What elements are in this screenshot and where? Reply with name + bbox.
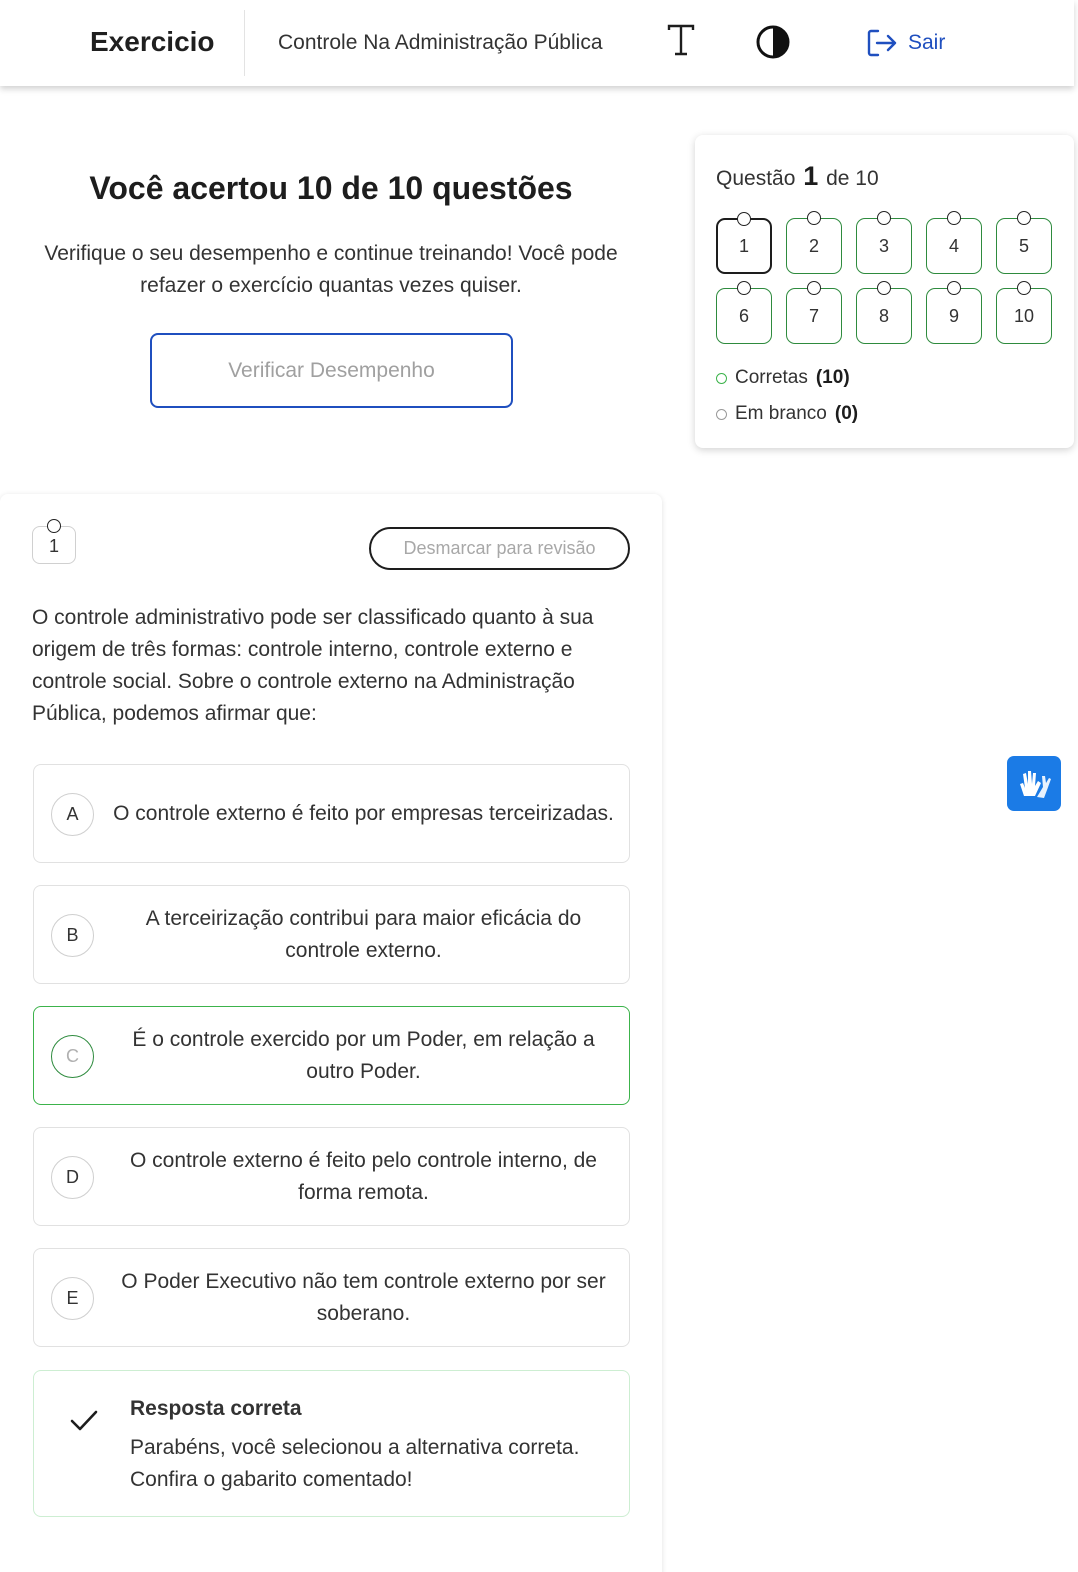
option-e[interactable] <box>33 1248 630 1347</box>
legend-label: Em branco <box>735 403 827 424</box>
navigator-prefix: Questão <box>716 167 796 190</box>
bookmark-pin-icon <box>737 212 751 226</box>
nav-question-label: 1 <box>738 235 749 256</box>
option-letter: B <box>51 914 94 957</box>
nav-question-label: 9 <box>948 305 959 326</box>
contrast-icon[interactable] <box>755 24 791 60</box>
bookmark-pin-icon <box>1017 281 1031 295</box>
option-b[interactable] <box>33 885 630 984</box>
gray-dot-icon <box>716 409 727 420</box>
legend-count: (0) <box>834 403 859 424</box>
option-a[interactable] <box>33 764 630 863</box>
unmark-review-button[interactable]: Desmarcar para revisão <box>369 527 630 570</box>
option-text-content: O controle externo é feito por empresas terceirizadas. <box>113 801 614 825</box>
question-navigator <box>695 135 1074 448</box>
nav-question-label: 8 <box>878 305 889 326</box>
navigator-suffix: de 10 <box>826 167 879 190</box>
course-title: Controle Na Administração Pública <box>278 31 603 54</box>
navigator-current: 1 <box>803 161 819 191</box>
nav-question-4[interactable] <box>926 218 982 274</box>
nav-question-label: 2 <box>808 235 819 256</box>
nav-question-label: 3 <box>878 235 889 256</box>
nav-question-8[interactable] <box>856 288 912 344</box>
sign-language-button[interactable] <box>1007 756 1061 811</box>
nav-question-7[interactable] <box>786 288 842 344</box>
nav-question-1[interactable] <box>716 218 772 274</box>
bookmark-pin-icon <box>737 281 751 295</box>
nav-question-10[interactable] <box>996 288 1052 344</box>
option-text-content: É o controle exercido por um Poder, em relação a outro Poder. <box>132 1027 595 1083</box>
legend-count: (10) <box>815 367 850 388</box>
feedback-text: Parabéns, você selecionou a alternativa correta. Confira o gabarito comentado! <box>130 1436 580 1491</box>
bookmark-pin-icon <box>807 211 821 225</box>
result-title: Você acertou 10 de 10 questões <box>89 170 573 206</box>
logout-button[interactable] <box>866 26 945 60</box>
nav-question-3[interactable] <box>856 218 912 274</box>
bookmark-pin-icon <box>1017 211 1031 225</box>
option-text-content: A terceirização contribui para maior eficácia do controle externo. <box>145 906 582 962</box>
sign-language-hands-icon <box>1016 766 1052 802</box>
legend-label: Corretas <box>735 367 808 388</box>
option-text-content: O controle externo é feito pelo controle interno, de forma remota. <box>130 1148 597 1204</box>
feedback-title: Resposta correta <box>130 1397 302 1420</box>
nav-question-6[interactable] <box>716 288 772 344</box>
nav-question-label: 5 <box>1018 235 1029 256</box>
nav-question-5[interactable] <box>996 218 1052 274</box>
bookmark-pin-icon <box>47 519 61 533</box>
nav-question-label: 4 <box>948 235 959 256</box>
logout-icon <box>866 28 898 58</box>
option-text-content: O Poder Executivo não tem controle externo por ser soberano. <box>121 1269 606 1325</box>
bookmark-pin-icon <box>947 211 961 225</box>
bookmark-pin-icon <box>947 281 961 295</box>
check-icon <box>70 1409 98 1433</box>
nav-question-label: 6 <box>738 305 749 326</box>
question-number: 1 <box>48 536 59 556</box>
option-letter: E <box>51 1277 94 1320</box>
nav-question-label: 7 <box>808 305 819 326</box>
question-text: O controle administrativo pode ser classificado quanto à sua origem de três formas: controle interno, controle externo e controle social. Sobre o controle externo na Administração Pública, podemos afirmar que: <box>32 606 594 725</box>
green-dot-icon <box>716 373 727 384</box>
bookmark-pin-icon <box>877 281 891 295</box>
header-divider <box>244 10 245 76</box>
option-text <box>112 765 615 862</box>
option-letter: A <box>51 793 94 836</box>
logout-label: Sair <box>908 31 946 54</box>
nav-question-label: 10 <box>1013 305 1035 326</box>
option-text <box>112 1249 615 1346</box>
nav-question-9[interactable] <box>926 288 982 344</box>
navigator-heading <box>716 161 879 192</box>
legend-correct <box>716 367 850 389</box>
question-number-badge <box>32 526 76 564</box>
question-card <box>0 494 662 1572</box>
result-subtitle: Verifique o seu desempenho e continue treinando! Você pode refazer o exercício quantas vezes quiser. <box>44 242 618 297</box>
option-text <box>112 1007 615 1104</box>
option-text <box>112 1128 615 1225</box>
option-letter: D <box>51 1156 94 1199</box>
brand-title: Exercicio <box>90 26 215 57</box>
answer-feedback <box>33 1370 630 1517</box>
bookmark-pin-icon <box>807 281 821 295</box>
top-header <box>0 0 1074 86</box>
option-c[interactable] <box>33 1006 630 1105</box>
bookmark-pin-icon <box>877 211 891 225</box>
option-d[interactable] <box>33 1127 630 1226</box>
font-size-icon[interactable] <box>665 22 697 60</box>
option-text <box>112 886 615 983</box>
verify-performance-button[interactable]: Verificar Desempenho <box>150 333 513 408</box>
legend-blank <box>716 403 858 425</box>
nav-question-2[interactable] <box>786 218 842 274</box>
option-letter: C <box>51 1035 94 1078</box>
